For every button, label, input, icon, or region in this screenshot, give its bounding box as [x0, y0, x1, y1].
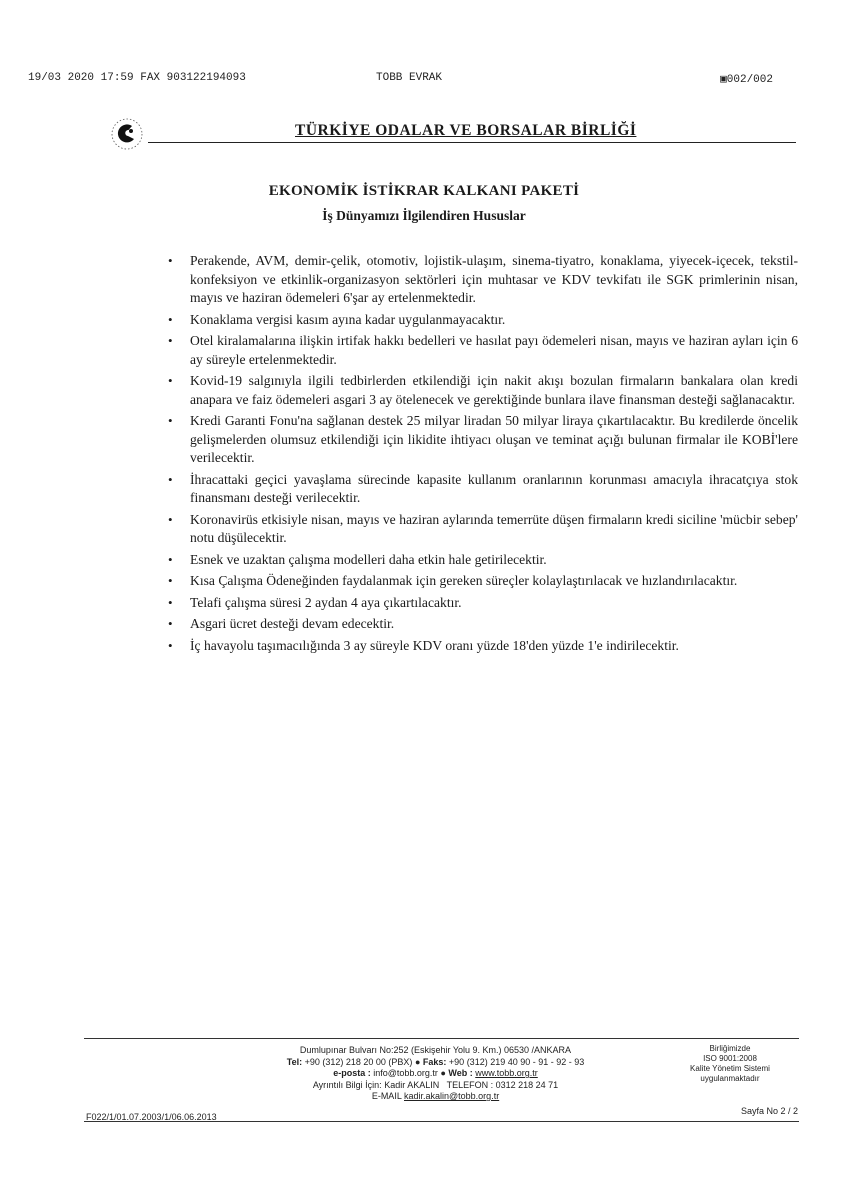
contact-label: Ayrıntılı Bilgi İçin:: [312, 1079, 382, 1090]
list-item: [166, 311, 798, 330]
fax-header: [28, 72, 773, 88]
contact-email-link[interactable]: kadir.akalin@tobb.org.tr: [404, 1091, 500, 1101]
document-title: EKONOMİK İSTİKRAR KALKANI PAKETİ: [268, 183, 580, 199]
list-item-text: İhracattaki geçici yavaşlama sürecinde kapasite kullanım oranlarının korunması amacıyla ihracatçıya stok finansmanı desteği verilecektir.: [190, 471, 798, 505]
email-label: e-posta :: [333, 1068, 371, 1078]
bullet-icon: •: [168, 573, 173, 588]
bullet-icon: •: [168, 637, 173, 653]
footer-address: Dumlupınar Bulvarı No:252 (Eskişehir Yolu 9. Km.) 06530 /ANKARA: [299, 1045, 572, 1055]
list-item-text: İç havayolu taşımacılığında 3 ay süreyle KDV oranı yüzde 18'den yüzde 1'e indirilecektir.: [190, 637, 679, 653]
list-item: [166, 572, 798, 591]
tobb-logo-icon: [110, 117, 144, 151]
list-item: [166, 551, 798, 570]
tel-value: +90 (312) 218 20 00 (PBX): [304, 1056, 413, 1067]
iso-line: uygulanmaktadır: [700, 1074, 760, 1083]
bullet-icon: •: [168, 311, 173, 327]
list-item: [166, 615, 798, 634]
bullet-icon: •: [168, 594, 173, 610]
list-item-text: Kovid-19 salgınıyla ilgili tedbirlerden etkilendiği için nakit akışı bozulan firmaların bankalara olan kredi anapara ve faiz ödemeleri asgari 3 ay ötelenecek ve gerektiğinde bunlara ilave finansman desteği sağlanacaktır.: [190, 373, 798, 407]
organization-name: TÜRKİYE ODALAR VE BORSALAR BİRLİĞİ: [295, 122, 637, 139]
footer-phone-line: [208, 1057, 663, 1069]
header-rule: [148, 142, 796, 143]
fax-value: +90 (312) 219 40 90 - 91 - 92 - 93: [448, 1056, 585, 1067]
contact-name: Kadir AKALIN: [384, 1079, 440, 1090]
email-value[interactable]: info@tobb.org.tr: [373, 1068, 438, 1078]
iso-line: ISO 9001:2008: [703, 1054, 757, 1063]
iso-line: Kalite Yönetim Sistemi: [690, 1064, 770, 1073]
list-item: [166, 471, 798, 508]
list-item-text: Telafi çalışma süresi 2 aydan 4 aya çıkartılacaktır.: [190, 594, 462, 610]
list-item: [166, 412, 798, 468]
bullet-icon: •: [168, 511, 173, 527]
list-item: [166, 252, 798, 308]
contact-phone-label: TELEFON :: [446, 1079, 494, 1090]
bullet-icon: •: [168, 471, 173, 487]
bullet-icon: •: [168, 333, 173, 348]
list-item-text: Asgari ücret desteği devam edecektir.: [190, 616, 395, 631]
list-item: [166, 332, 798, 369]
footer-contact-line: [208, 1080, 663, 1092]
list-item-text: Kredi Garanti Fonu'na sağlanan destek 25 milyar liradan 50 milyar liraya çıkartılacaktır. Bu kredilerde öncelik gelişmelerden olumsuz etkilendiği için likidite ihtiyacı oluşan ve teminat açığı bulunan firmalar ile KOBİ'lere verilecektir.: [190, 413, 798, 465]
iso-certification: [655, 1044, 805, 1084]
iso-line: Birliğimizde: [709, 1044, 751, 1053]
bullet-icon: •: [168, 616, 173, 631]
fax-header-page: ▣002/002: [720, 74, 773, 86]
fax-header-datetime: 19/03 2020 17:59 FAX 903122194093: [28, 72, 246, 84]
web-label: Web :: [448, 1068, 473, 1078]
bullet-icon: •: [168, 253, 173, 268]
list-item-text: Otel kiralamalarına ilişkin irtifak hakkı bedelleri ve hasılat payı ödemeleri nisan, mayıs ve haziran ayları için 6 ay süreyle ertelenmektedir.: [190, 333, 798, 367]
contact-phone: 0312 218 24 71: [495, 1079, 559, 1090]
tel-label: Tel:: [286, 1056, 303, 1067]
list-item-text: Esnek ve uzaktan çalışma modelleri daha etkin hale getirilecektir.: [190, 551, 547, 567]
page-number: Sayfa No 2 / 2: [740, 1106, 798, 1116]
fax-label: Faks:: [422, 1056, 447, 1067]
bullet-icon: •: [168, 551, 173, 567]
list-item-text: Konaklama vergisi kasım ayına kadar uygulanmayacaktır.: [190, 311, 506, 327]
list-item: [166, 511, 798, 548]
list-item-text: Kısa Çalışma Ödeneğinden faydalanmak için gereken süreçler kolaylaştırılacak ve hızlandırılacaktır.: [190, 573, 738, 588]
web-link[interactable]: www.tobb.org.tr: [475, 1068, 538, 1078]
fax-header-sender: TOBB EVRAK: [376, 72, 443, 84]
list-item-text: Koronavirüs etkisiyle nisan, mayıs ve haziran aylarında temerrüte düşen firmaların kredi siciline 'mücbir sebep' notu düşülecektir.: [190, 511, 798, 545]
separator-icon: ●: [440, 1068, 446, 1078]
measures-list: [166, 252, 798, 658]
list-item: [166, 594, 798, 613]
footer-address-block: [208, 1045, 663, 1103]
contact-email-label: E-MAIL: [371, 1091, 402, 1101]
list-item: [166, 637, 798, 656]
footer-contact-email-line: [208, 1091, 663, 1103]
footer-web-line: [208, 1068, 663, 1080]
list-item-text: Perakende, AVM, demir-çelik, otomotiv, lojistik-ulaşım, sinema-tiyatro, konaklama, yiyecek-içecek, tekstil-konfeksiyon ve etkinlik-organizasyon sektörleri için muhtasar ve KDV tevkifatı ile SGK primlerinin nisan, mayıs ve haziran ödemeleri 6'şar ay ertelenmektedir.: [190, 253, 798, 305]
list-item: [166, 372, 798, 409]
bullet-icon: •: [168, 373, 173, 388]
bullet-icon: •: [168, 413, 173, 428]
document-subtitle: İş Dünyamızı İlgilendiren Hususlar: [322, 208, 526, 223]
separator-icon: ●: [414, 1056, 421, 1067]
footer-rule: [84, 1038, 799, 1039]
form-code: F022/1/01.07.2003/1/06.06.2013: [86, 1112, 217, 1122]
